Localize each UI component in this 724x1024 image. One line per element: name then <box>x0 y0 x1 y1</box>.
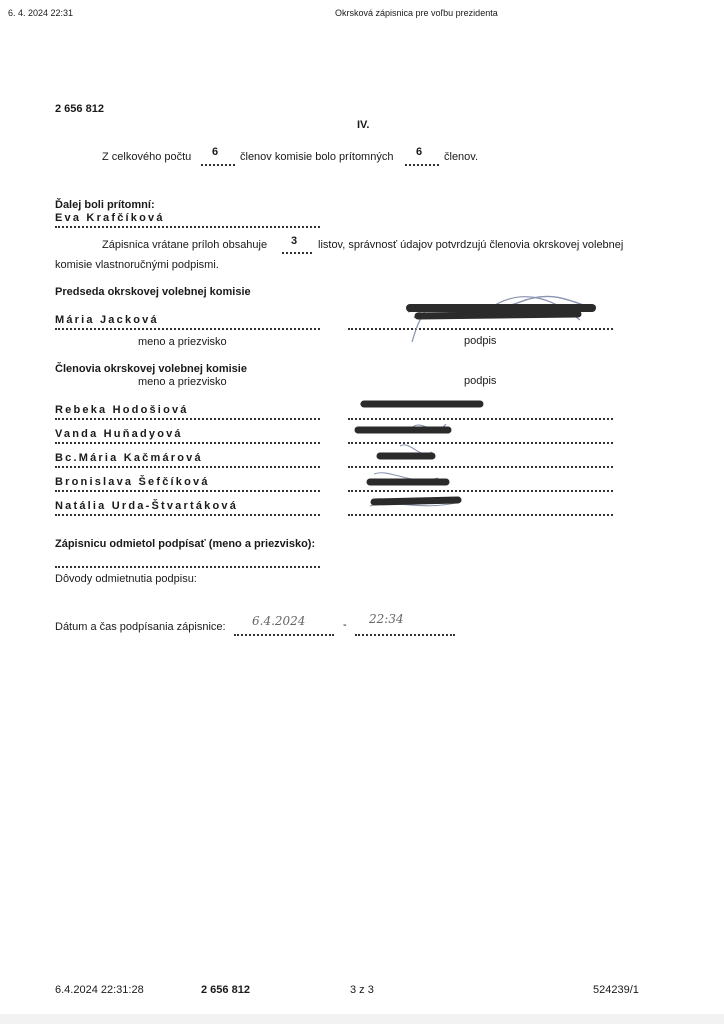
member-name: Bc.Mária Kačmárová <box>55 452 203 464</box>
chairman-signature-redaction <box>400 288 600 344</box>
chairman-heading: Predseda okrskovej volebnej komisie <box>55 286 251 298</box>
present-members-line <box>405 164 439 166</box>
total-members-line <box>201 164 235 166</box>
chairman-name-line <box>55 328 320 330</box>
attendance-suffix: členov. <box>444 151 479 163</box>
refusal-heading: Zápisnicu odmietol podpísať (meno a priezvisko): <box>55 538 316 550</box>
signing-time-handwritten: 22:34 <box>369 612 404 626</box>
signing-datetime-label: Dátum a čas podpísania zápisnice: <box>55 621 226 633</box>
signing-time-line <box>355 634 455 636</box>
footer-document-number: 2 656 812 <box>201 984 250 996</box>
signing-date-handwritten: 6.4.2024 <box>252 614 306 628</box>
print-datetime: 6. 4. 2024 22:31 <box>8 8 74 18</box>
member-name-line <box>55 490 320 492</box>
others-present-line <box>55 226 320 228</box>
members-signature-caption: podpis <box>464 375 497 387</box>
footer-code: 524239/1 <box>593 984 639 996</box>
members-name-caption: meno a priezvisko <box>138 376 227 388</box>
member-name: Vanda Huňadyová <box>55 428 183 440</box>
others-present-name: Eva Krafčíková <box>55 212 165 224</box>
chairman-name: Mária Jacková <box>55 314 159 326</box>
scan-bottom-edge <box>0 1014 724 1024</box>
refusal-name-line <box>55 566 320 568</box>
member-name-line <box>55 514 320 516</box>
members-heading: Členovia okrskovej volebnej komisie <box>55 363 247 375</box>
member-name-line <box>55 466 320 468</box>
attendance-prefix: Z celkového počtu <box>102 151 192 163</box>
member-name-line <box>55 418 320 420</box>
attachments-prefix: Zápisnica vrátane príloh obsahuje <box>102 239 268 251</box>
signing-date-line <box>234 634 334 636</box>
present-members-value: 6 <box>416 146 423 158</box>
section-number: IV. <box>357 119 370 131</box>
chairman-name-caption: meno a priezvisko <box>138 336 227 348</box>
others-present-heading: Ďalej boli prítomní: <box>55 199 155 211</box>
attachments-line2: komisie vlastnoručnými podpismi. <box>55 259 219 271</box>
total-members-value: 6 <box>212 146 219 158</box>
member-name: Rebeka Hodošiová <box>55 404 189 416</box>
attendance-middle: členov komisie bolo prítomných <box>240 151 394 163</box>
document-number: 2 656 812 <box>55 103 104 115</box>
attachments-suffix: listov, správnosť údajov potvrdzujú členovia okrskovej volebnej <box>318 239 624 251</box>
member-name-line <box>55 442 320 444</box>
page-header-title: Okrsková zápisnica pre voľbu prezidenta <box>335 8 498 18</box>
footer-page-number: 3 z 3 <box>350 984 374 996</box>
member-name: Natália Urda-Štvartáková <box>55 500 239 512</box>
chairman-signature-caption: podpis <box>464 335 497 347</box>
member-name: Bronislava Šefčíková <box>55 476 210 488</box>
refusal-reasons-label: Dôvody odmietnutia podpisu: <box>55 573 197 585</box>
attachments-count-line <box>282 252 312 254</box>
attachments-count: 3 <box>291 235 298 247</box>
footer-datetime: 6.4.2024 22:31:28 <box>55 984 144 996</box>
member-signatures-redaction <box>350 394 490 520</box>
signing-separator: - <box>343 619 347 631</box>
